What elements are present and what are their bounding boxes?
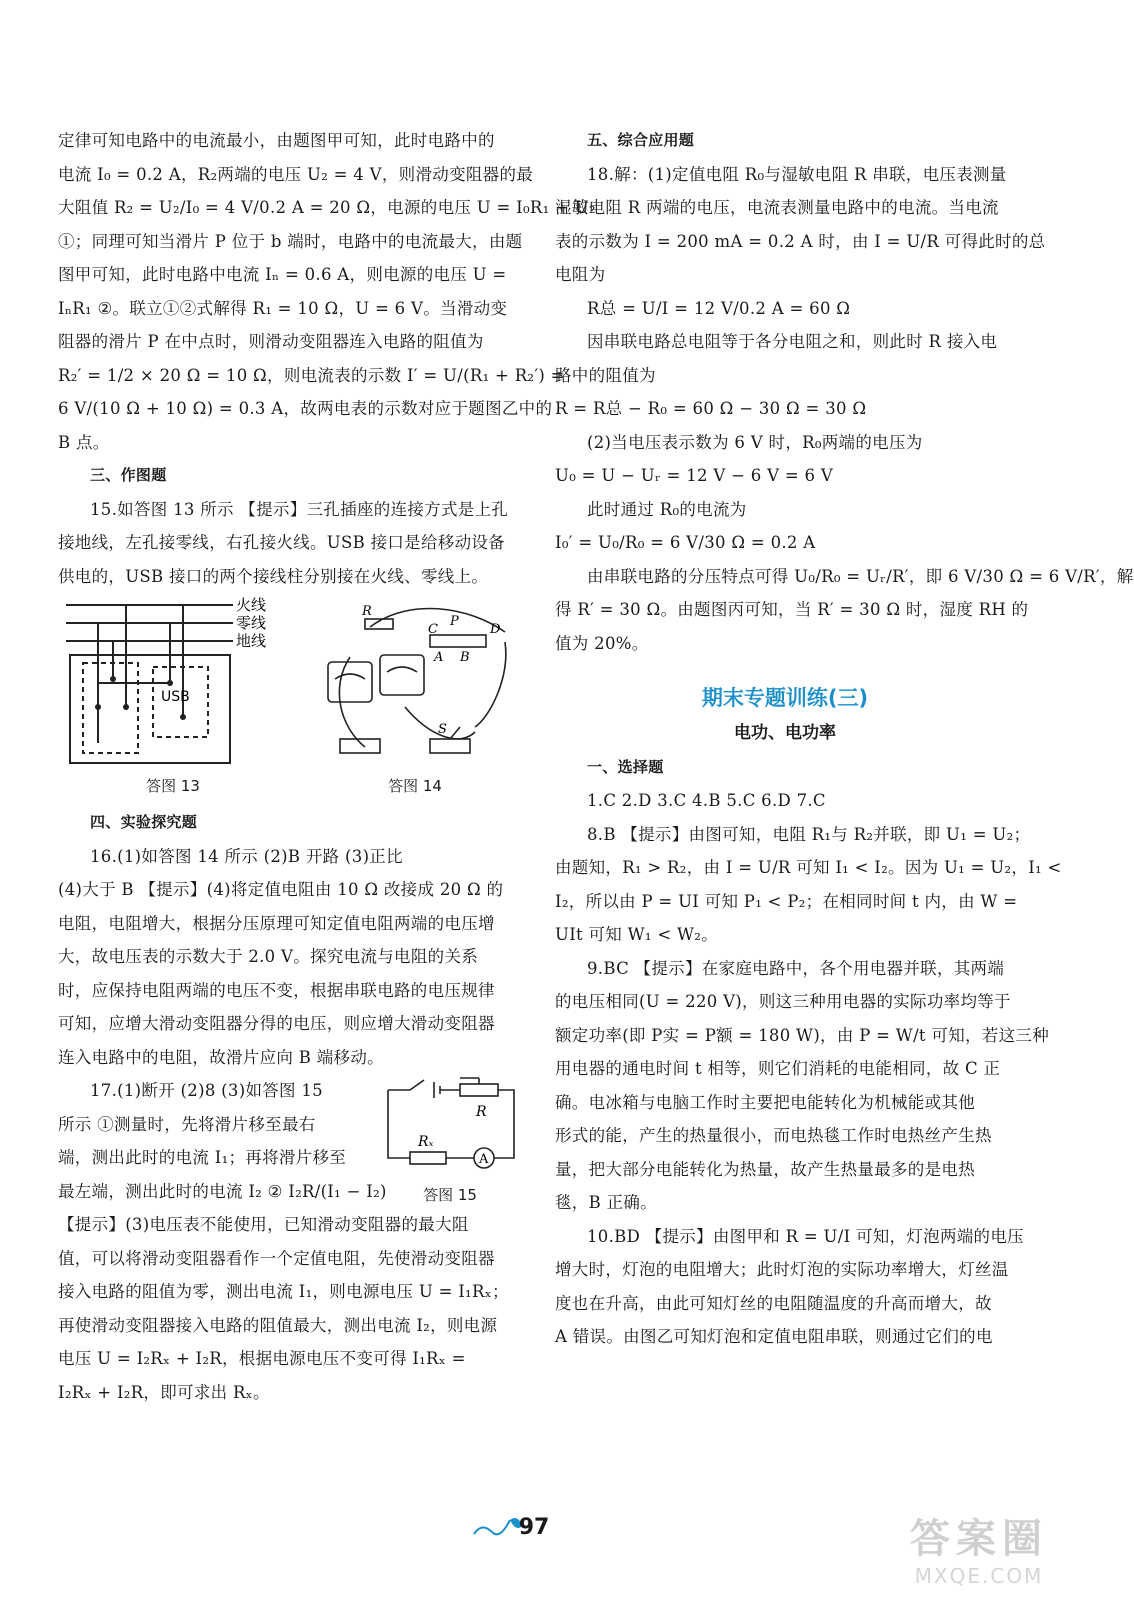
label-R: R (362, 604, 372, 619)
rx-measurement-circuit (380, 1078, 520, 1178)
label-Rx: Rₓ (418, 1134, 434, 1150)
text-line: 确。电冰箱与电脑工作时主要把电能转化为机械能或其他 (555, 1092, 975, 1112)
text-line: 8.B 【提示】由图可知，电阻 R₁与 R₂并联，即 U₁ = U₂； (587, 824, 1031, 844)
text-line: 【提示】(3)电压表不能使用，已知滑动变阻器的最大阻 (58, 1215, 469, 1234)
section-heading-experiment: 四、实验探究题 (90, 813, 198, 831)
text-line: 电阻，电阻增大，根据分压原理可知定值电阻两端的电压增 (58, 913, 495, 933)
text-line: 最左端，测出此时的电流 I₂ ② I₂R/(I₁ − I₂) (58, 1181, 387, 1201)
text-line: 15.如答图 13 所示 【提示】三孔插座的连接方式是上孔 (90, 499, 509, 519)
label-S: S (438, 722, 447, 737)
formula-line: R = R总 − R₀ = 60 Ω − 30 Ω = 30 Ω (555, 399, 867, 418)
text-line: IₙR₁ ②。联立①②式解得 R₁ = 10 Ω，U = 6 V。当滑动变 (58, 298, 508, 318)
text-line: 接入电路的阻值为零，测出电流 I₁，则电源电压 U = I₁Rₓ； (58, 1282, 509, 1301)
text-line: (2)当电压表示数为 6 V 时，R₀两端的电压为 (587, 432, 923, 452)
question-17 (58, 1078, 520, 1204)
text-line: 得 R′ = 30 Ω。由题图丙可知，当 R′ = 30 Ω 时，湿度 RH 的 (555, 600, 1029, 619)
text-line: 电阻为 (555, 265, 606, 284)
label-P: P (450, 614, 459, 629)
label-C: C (428, 622, 438, 637)
text-line: 由串联电路的分压特点可得 U₀/R₀ = Uᵣ/R′，即 6 V/30 Ω = 6 V/R′，解 (587, 566, 1134, 586)
text-line: 用电器的通电时间 t 相等，则它们消耗的电能相同，故 C 正 (555, 1059, 1001, 1078)
text-line: 毯，B 正确。 (555, 1193, 657, 1212)
question-15 (58, 497, 520, 589)
text-line: 时，应保持电阻两端的电压不变，根据串联电路的电压规律 (58, 980, 495, 1000)
text-line: B 点。 (58, 432, 110, 452)
formula-line: I₀′ = U₀/R₀ = 6 V/30 Ω = 0.2 A (555, 533, 816, 552)
text-line: 度也在升高，由此可知灯丝的电阻随温度的升高而增大，故 (555, 1293, 992, 1313)
choice-answers: 1.C 2.D 3.C 4.B 5.C 6.D 7.C (587, 791, 826, 810)
text-line: 16.(1)如答图 14 所示 (2)B 开路 (3)正比 (90, 846, 403, 866)
text-line: 电压 U = I₂Rₓ + I₂R，根据电源电压不变可得 I₁Rₓ = (58, 1349, 466, 1368)
text-line: 可知，应增大滑动变阻器分得的电压，则应增大滑动变阻器 (58, 1014, 495, 1033)
text-line: R₂′ = 1/2 × 20 Ω = 10 Ω，则电流表的示数 I′ = U/(R₁ + R₂′) = (58, 365, 565, 385)
text-line: 17.(1)断开 (2)8 (3)如答图 15 (90, 1081, 323, 1100)
text-line: (4)大于 B 【提示】(4)将定值电阻由 10 Ω 改接成 20 Ω 的 (58, 880, 504, 899)
question-17-hint (58, 1212, 520, 1405)
section-heading-choice: 一、选择题 (587, 757, 664, 776)
figure-14 (310, 597, 520, 796)
text-line: 量，把大部分电能转化为热量，故产生热量最多的是电热 (555, 1159, 975, 1179)
text-line: 增大时，灯泡的电阻增大；此时灯泡的实际功率增大，灯丝温 (555, 1260, 1009, 1279)
text-line: 阻器的滑片 P 在中点时，则滑动变阻器连入电路的阻值为 (58, 332, 484, 351)
text-line: 所示 ①测量时，先将滑片移至最右 (58, 1114, 316, 1134)
question-18 (555, 162, 1134, 656)
text-line: I₂，所以由 P = UI 可知 P₁ < P₂；在相同时间 t 内，由 W = (555, 891, 1018, 911)
question-9 (555, 956, 1050, 1216)
text-line: 大阻值 R₂ = U₂/I₀ = 4 V/0.2 A = 20 Ω，电源的电压 U = I₀R₁ + U₂ (58, 198, 596, 217)
figure-15 (380, 1078, 520, 1205)
text-line: 的电压相同(U = 220 V)，则这三种用电器的实际功率均等于 (555, 992, 1011, 1011)
watermark-url: MXQE.COM (914, 1564, 1044, 1588)
question-8 (555, 822, 1062, 948)
text-line: A 错误。由图乙可知灯泡和定值电阻串联，则通过它们的电 (555, 1327, 993, 1346)
text-line: 连入电路中的电阻，故滑片应向 B 端移动。 (58, 1047, 384, 1067)
text-line: I₂Rₓ + I₂R，即可求出 Rₓ。 (58, 1382, 270, 1402)
formula-line: U₀ = U − Uᵣ = 12 V − 6 V = 6 V (555, 466, 834, 485)
text-line: 此时通过 R₀的电流为 (587, 499, 747, 519)
watermark-mark: 答案圈 (910, 1516, 1048, 1562)
section-heading-application: 五、综合应用题 (587, 131, 695, 149)
text-line: 电流 I₀ = 0.2 A，R₂两端的电压 U₂ = 4 V，则滑动变阻器的最 (58, 164, 534, 184)
text-line: 接地线，左孔接零线，右孔接火线。USB 接口是给移动设备 (58, 533, 505, 552)
text-line: UIt 可知 W₁ < W₂。 (555, 925, 719, 944)
text-line: 再使滑动变阻器接入电路的阻值最大，测出电流 I₂，则电源 (58, 1315, 498, 1335)
watermark-logo (910, 1507, 1048, 1588)
text-line: 图甲可知，此时电路中电流 Iₙ = 0.6 A，则电源的电压 U = (58, 265, 507, 284)
figure-13-caption: 答图 13 (146, 777, 200, 795)
label-B: B (460, 650, 470, 665)
text-line: 因串联电路总电阻等于各分电阻之和，则此时 R 接入电 (587, 332, 998, 351)
page-number: 97 (518, 1515, 550, 1540)
question-10 (555, 1224, 1024, 1350)
usb-label: USB (161, 689, 190, 705)
text-line: 10.BD 【提示】由图甲和 R = U/I 可知，灯泡两端的电压 (587, 1226, 1024, 1246)
wire-label-ground: 地线 (236, 632, 267, 650)
formula-line: R总 = U/I = 12 V/0.2 A = 60 Ω (587, 298, 851, 318)
text-line: ①；同理可知当滑片 P 位于 b 端时，电路中的电流最大，由题 (58, 231, 523, 251)
wire-label-live: 火线 (236, 596, 267, 614)
socket-wiring-diagram (58, 597, 288, 767)
figure-15-caption: 答图 15 (423, 1186, 477, 1204)
chapter-subtitle: 电功、电功率 (734, 722, 836, 743)
section-heading-drawing: 三、作图题 (90, 466, 167, 484)
text-line: 额定功率(即 P实 = P额 = 180 W)，由 P = W/t 可知，若这三种 (555, 1025, 1050, 1045)
label-A: A (434, 650, 444, 665)
question-16 (58, 844, 520, 1070)
wire-label-neutral: 零线 (236, 614, 267, 632)
text-line: 形式的能，产生的热量很小，而电热毯工作时电热丝产生热 (555, 1126, 992, 1145)
text-line: 湿敏电阻 R 两端的电压，电流表测量电路中的电流。当电流 (555, 198, 999, 217)
text-line: 表的示数为 I = 200 mA = 0.2 A 时，由 I = U/R 可得此时的总 (555, 231, 1046, 251)
label-R: R (476, 1104, 487, 1120)
text-line: 路中的阻值为 (555, 365, 656, 385)
chapter-title: 期末专题训练(三) (701, 685, 869, 710)
text-line: 9.BC 【提示】在家庭电路中，各个用电器并联，其两端 (587, 958, 1005, 978)
right-column (555, 128, 1134, 1358)
experiment-circuit-sketch (310, 597, 520, 767)
text-line: 18.解：(1)定值电阻 R₀与湿敏电阻 R 串联，电压表测量 (587, 164, 1007, 184)
text-line: 值为 20%。 (555, 633, 649, 653)
text-line: 6 V/(10 Ω + 10 Ω) = 0.3 A，故两电表的示数对应于题图乙中的 (58, 399, 553, 418)
label-D: D (490, 622, 501, 637)
text-line: 值，可以将滑动变阻器看作一个定值电阻，先使滑动变阻器 (58, 1248, 495, 1268)
text-line: 由题知，R₁ > R₂，由 I = U/R 可知 I₁ < I₂。因为 U₁ = U₂，I₁ < (555, 858, 1062, 877)
ammeter-label: A (479, 1152, 489, 1167)
figure-13 (58, 597, 288, 796)
figure-14-caption: 答图 14 (388, 777, 442, 795)
text-line: 端，测出此时的电流 I₁；再将滑片移至 (58, 1148, 347, 1167)
text-line: 供电的，USB 接口的两个接线柱分别接在火线、零线上。 (58, 566, 489, 586)
text-line: 大，故电压表的示数大于 2.0 V。探究电流与电阻的关系 (58, 947, 479, 966)
text-line: 定律可知电路中的电流最小，由题图甲可知，此时电路中的 (58, 131, 495, 150)
figures-13-14 (58, 597, 520, 796)
